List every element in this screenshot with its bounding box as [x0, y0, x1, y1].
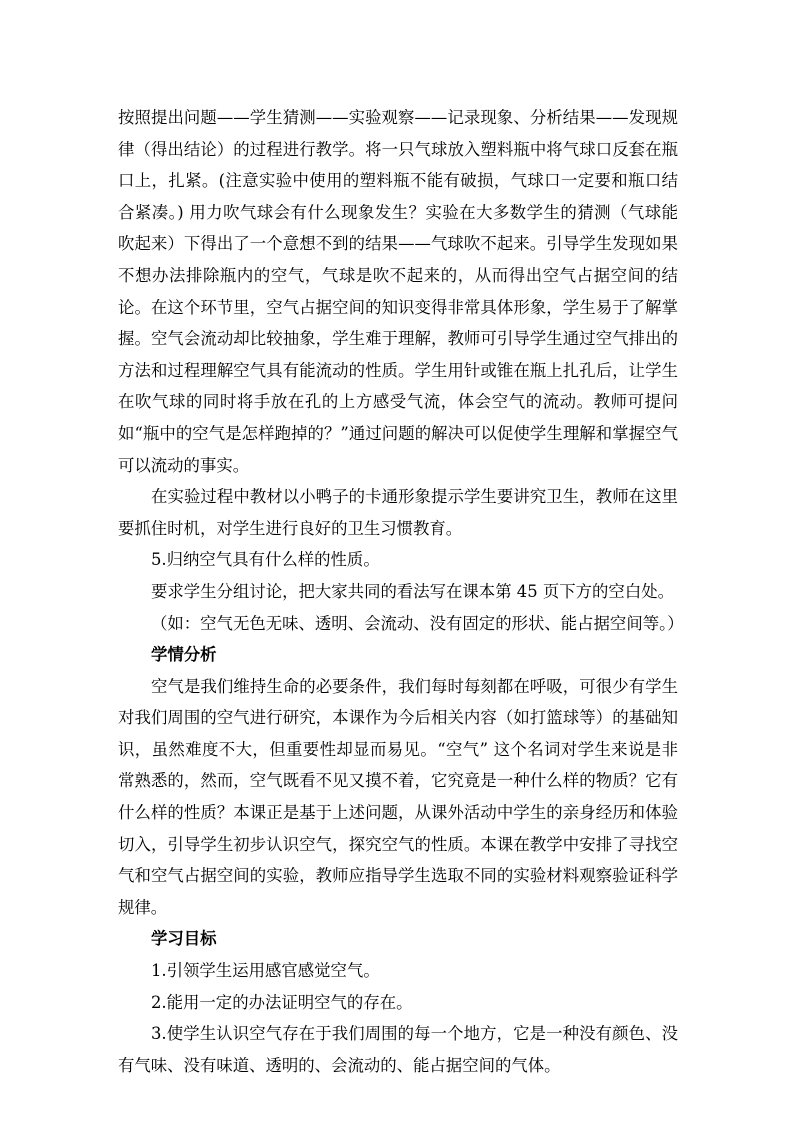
- objective-item-1: 1.引领学生运用感官感觉空气。: [151, 961, 380, 981]
- paragraph-group-discussion: 要求学生分组讨论，把大家共同的看法写在课本第 45 页下方的空白处。: [151, 581, 674, 601]
- paragraph-step-5: 5.归纳空气具有什么样的性质。: [151, 550, 380, 570]
- paragraph-teaching-process: 按照提出问题——学生猜测——实验观察——记录现象、分析结果——发现规律（得出结论）的过程进行教学。将一只气球放入塑料瓶中将气球口反套在瓶口上，扎紧。(注意实验中使用的塑料瓶不能有破损，气球口一定要和瓶口结合紧凑。) 用力吹气球会有什么现象发生？实验在大多数学生的猜测（气球能吹起来）下得出了一个意想不到的结果——气球吹不起来。引导学生发现如果不想办法排除瓶内的空气，气球是吹不起来的，从而得出空气占据空间的结论。在这个环节里，空气占据空间的知识变得非常具体形象，学生易于了解掌握。空气会流动却比较抽象，学生难于理解，教师可引导学生通过空气排出的方法和过程理解空气具有能流动的性质。学生用针或锥在瓶上扎孔后，让学生在吹气球的同时将手放在孔的上方感受气流，体会空气的流动。教师可提问如“瓶中的空气是怎样跑掉的？”通过问题的解决可以促使学生理解和掌握空气可以流动的事实。: [118, 108, 678, 475]
- heading-student-analysis: 学情分析: [151, 645, 217, 665]
- document-page: [118, 102, 684, 1081]
- heading-learning-objectives: 学习目标: [151, 929, 217, 949]
- paragraph-example-properties: （如：空气无色无味、透明、会流动、没有固定的形状、能占据空间等。）: [151, 613, 684, 633]
- paragraph-student-analysis: 空气是我们维持生命的必要条件，我们每时每刻都在呼吸，可很少有学生对我们周围的空气进行研究，本课作为今后相关内容（如打篮球等）的基础知识，虽然难度不大，但重要性却显而易见。“空气” 这个名词对学生来说是非常熟悉的，然而，空气既看不见又摸不着，它究竟是一种什么样的物质？它有什么样的性质？本课正是基于上述问题，从课外活动中学生的亲身经历和体验切入，引导学生初步认识空气，探究空气的性质。本课在教学中安排了寻找空气和空气占据空间的实验，教师应指导学生选取不同的实验材料观察验证科学规律。: [118, 676, 678, 917]
- objective-item-2: 2.能用一定的办法证明空气的存在。: [151, 992, 413, 1012]
- paragraph-hygiene-education: 在实验过程中教材以小鸭子的卡通形象提示学生要讲究卫生，教师在这里要抓住时机，对学生进行良好的卫生习惯教育。: [118, 487, 678, 538]
- objective-item-3: 3.使学生认识空气存在于我们周围的每一个地方，它是一种没有颜色、没有气味、没有味道、透明的、会流动的、能占据空间的气体。: [118, 1024, 678, 1075]
